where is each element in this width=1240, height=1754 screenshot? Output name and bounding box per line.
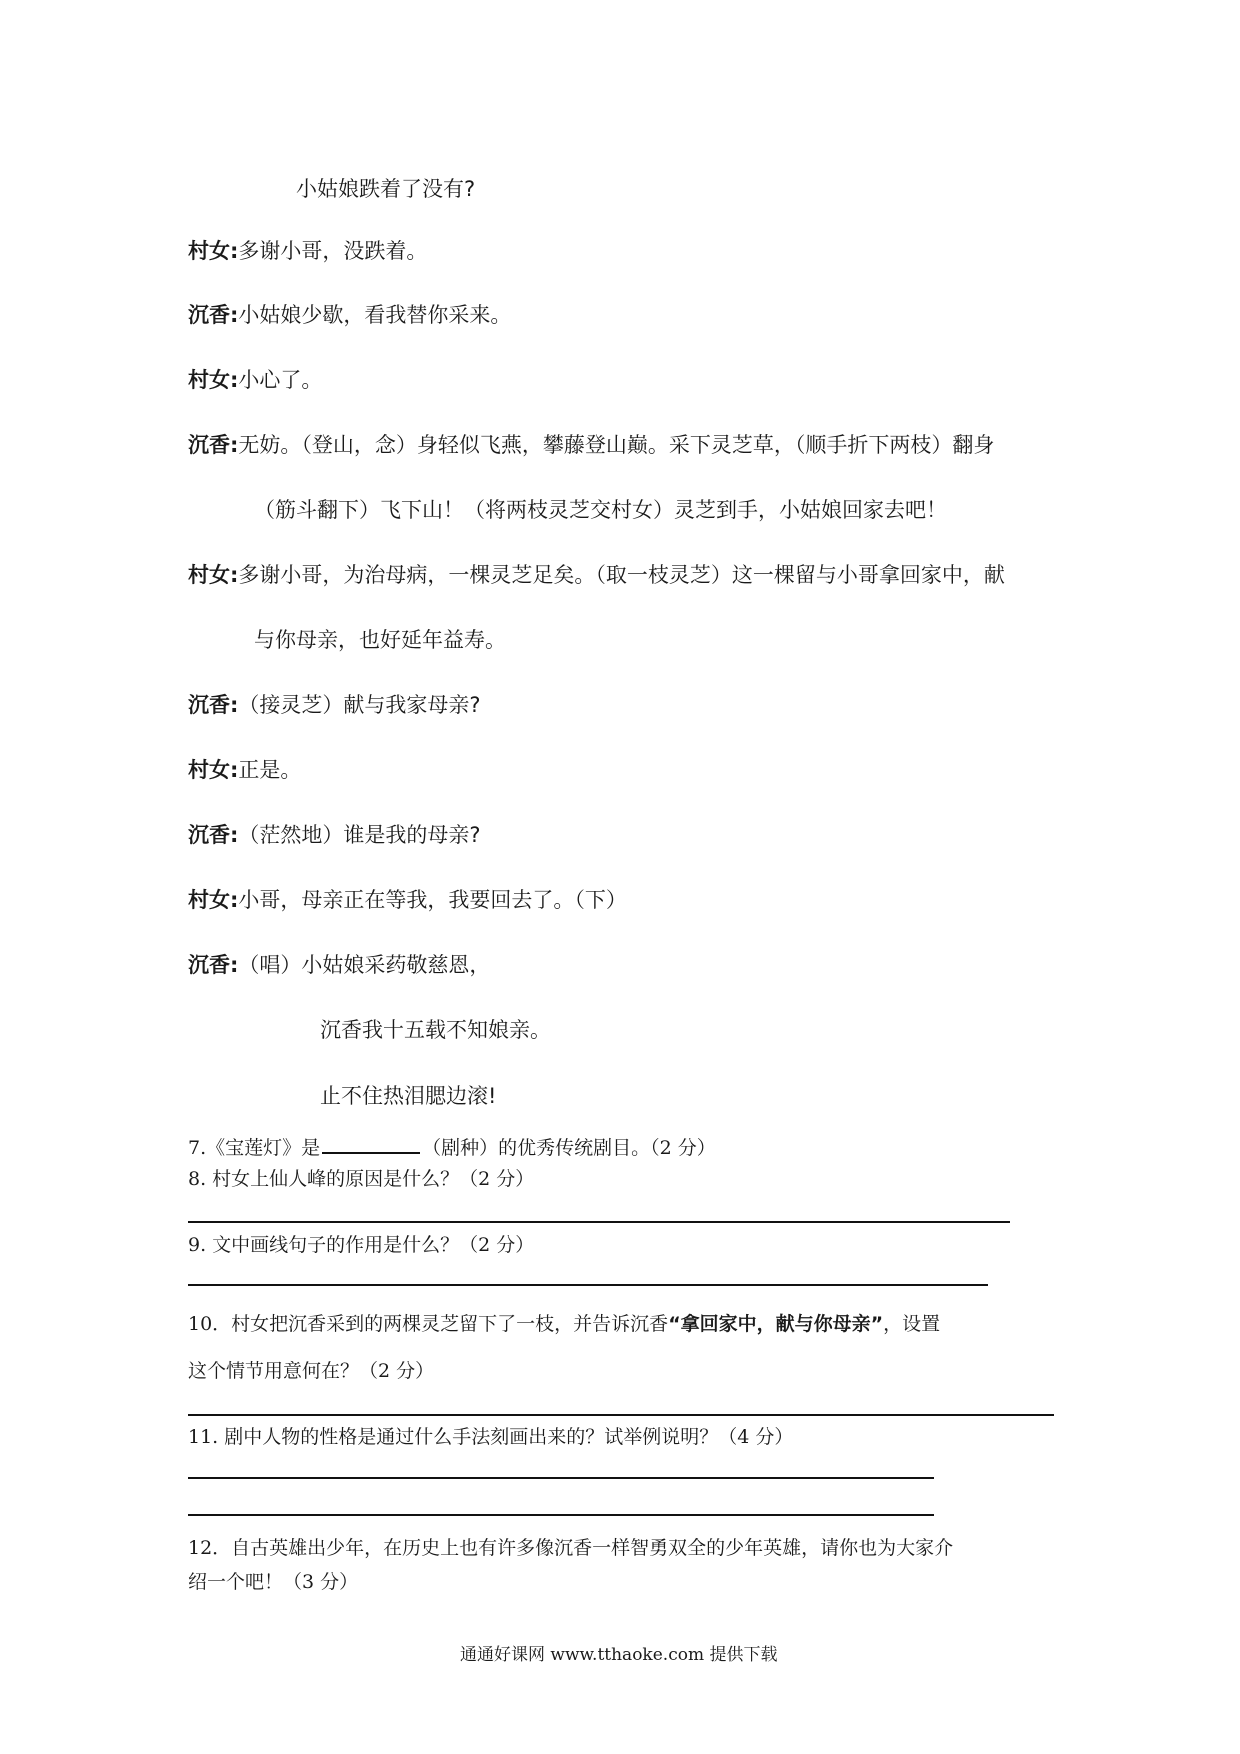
dialogue-line <box>188 367 322 393</box>
question-text: 8. 村女上仙人峰的原因是什么？（2 分） <box>188 1168 535 1190</box>
dialogue-text: （接灵芝）献与我家母亲? <box>238 693 481 717</box>
question-text: 12．自古英雄出少年，在历史上也有许多像沉香一样智勇双全的少年英雄，请你也为大家介 <box>188 1537 954 1559</box>
question-11 <box>188 1424 793 1450</box>
speaker-label: 沉香: <box>188 953 239 977</box>
dialogue-line <box>320 1017 551 1043</box>
dialogue-line <box>188 238 427 264</box>
dialogue-line <box>254 497 947 523</box>
dialogue-line <box>188 432 994 458</box>
answer-blank[interactable] <box>322 1134 420 1154</box>
dialogue-text: 小姑娘少歇，看我替你采来。 <box>238 303 512 327</box>
question-10-line2 <box>188 1358 434 1384</box>
dialogue-text: 多谢小哥，为治母病，一棵灵芝足矣。（取一枝灵芝）这一棵留与小哥拿回家中，献 <box>238 563 1005 587</box>
speaker-label: 村女: <box>188 888 239 912</box>
question-text: 9. 文中画线句子的作用是什么？（2 分） <box>188 1234 535 1256</box>
speaker-label: 沉香: <box>188 433 239 457</box>
dialogue-line <box>254 627 506 653</box>
dialogue-text: 与你母亲，也好延年益寿。 <box>254 628 506 652</box>
question-8 <box>188 1166 534 1192</box>
question-12 <box>188 1535 953 1561</box>
question-text: 7.《宝莲灯》是 <box>188 1137 321 1159</box>
dialogue-line <box>188 822 481 848</box>
dialogue-line <box>296 176 475 202</box>
question-text: 这个情节用意何在？（2 分） <box>188 1360 435 1382</box>
speaker-label: 沉香: <box>188 823 239 847</box>
dialogue-text: 沉香我十五载不知娘亲。 <box>320 1018 551 1042</box>
speaker-label: 沉香: <box>188 303 239 327</box>
dialogue-line <box>188 302 511 328</box>
answer-line[interactable] <box>188 1221 1010 1223</box>
answer-line[interactable] <box>188 1414 1054 1416</box>
answer-line[interactable] <box>188 1284 988 1286</box>
question-text: （剧种）的优秀传统剧目。（2 分） <box>422 1137 716 1159</box>
question-text: 11. 剧中人物的性格是通过什么手法刻画出来的？试举例说明？（4 分） <box>188 1426 794 1448</box>
speaker-label: 村女: <box>188 758 239 782</box>
question-text: 绍一个吧！（3 分） <box>188 1571 359 1593</box>
footer-text: 通通好课网 www.tthaoke.com 提供下载 <box>460 1645 778 1665</box>
dialogue-line <box>188 952 490 978</box>
question-9 <box>188 1232 534 1258</box>
dialogue-text: 多谢小哥，没跌着。 <box>238 239 428 263</box>
answer-line[interactable] <box>188 1514 934 1516</box>
dialogue-text: （筋斗翻下）飞下山！（将两枝灵芝交村女）灵芝到手，小姑娘回家去吧！ <box>254 498 947 522</box>
dialogue-line <box>188 887 627 913</box>
dialogue-text: （茫然地）谁是我的母亲? <box>238 823 481 847</box>
question-text: 10．村女把沉香采到的两棵灵芝留下了一枝，并告诉沉香 <box>188 1313 669 1335</box>
answer-line[interactable] <box>188 1477 934 1479</box>
question-text: ，设置 <box>883 1313 941 1335</box>
dialogue-line <box>188 562 1005 588</box>
dialogue-text: 正是。 <box>238 758 302 782</box>
dialogue-text: 小哥，母亲正在等我，我要回去了。（下） <box>238 888 627 912</box>
speaker-label: 村女: <box>188 239 239 263</box>
speaker-label: 沉香: <box>188 693 239 717</box>
speaker-label: 村女: <box>188 368 239 392</box>
dialogue-text: 小姑娘跌着了没有? <box>296 177 476 201</box>
dialogue-text: （唱）小姑娘采药敬慈恩， <box>238 953 491 977</box>
dialogue-line <box>188 757 301 783</box>
dialogue-line <box>188 692 481 718</box>
dialogue-line <box>320 1083 496 1109</box>
question-7 <box>188 1134 716 1161</box>
dialogue-text: 无妨。（登山，念）身轻似飞燕，攀藤登山巅。采下灵芝草，（顺手折下两枝）翻身 <box>238 433 995 457</box>
question-12-line2 <box>188 1569 358 1595</box>
dialogue-text: 小心了。 <box>238 368 323 392</box>
dialogue-text: 止不住热泪腮边滚! <box>320 1084 497 1108</box>
question-10 <box>188 1311 940 1337</box>
speaker-label: 村女: <box>188 563 239 587</box>
quoted-text: “拿回家中，献与你母亲” <box>668 1313 884 1335</box>
